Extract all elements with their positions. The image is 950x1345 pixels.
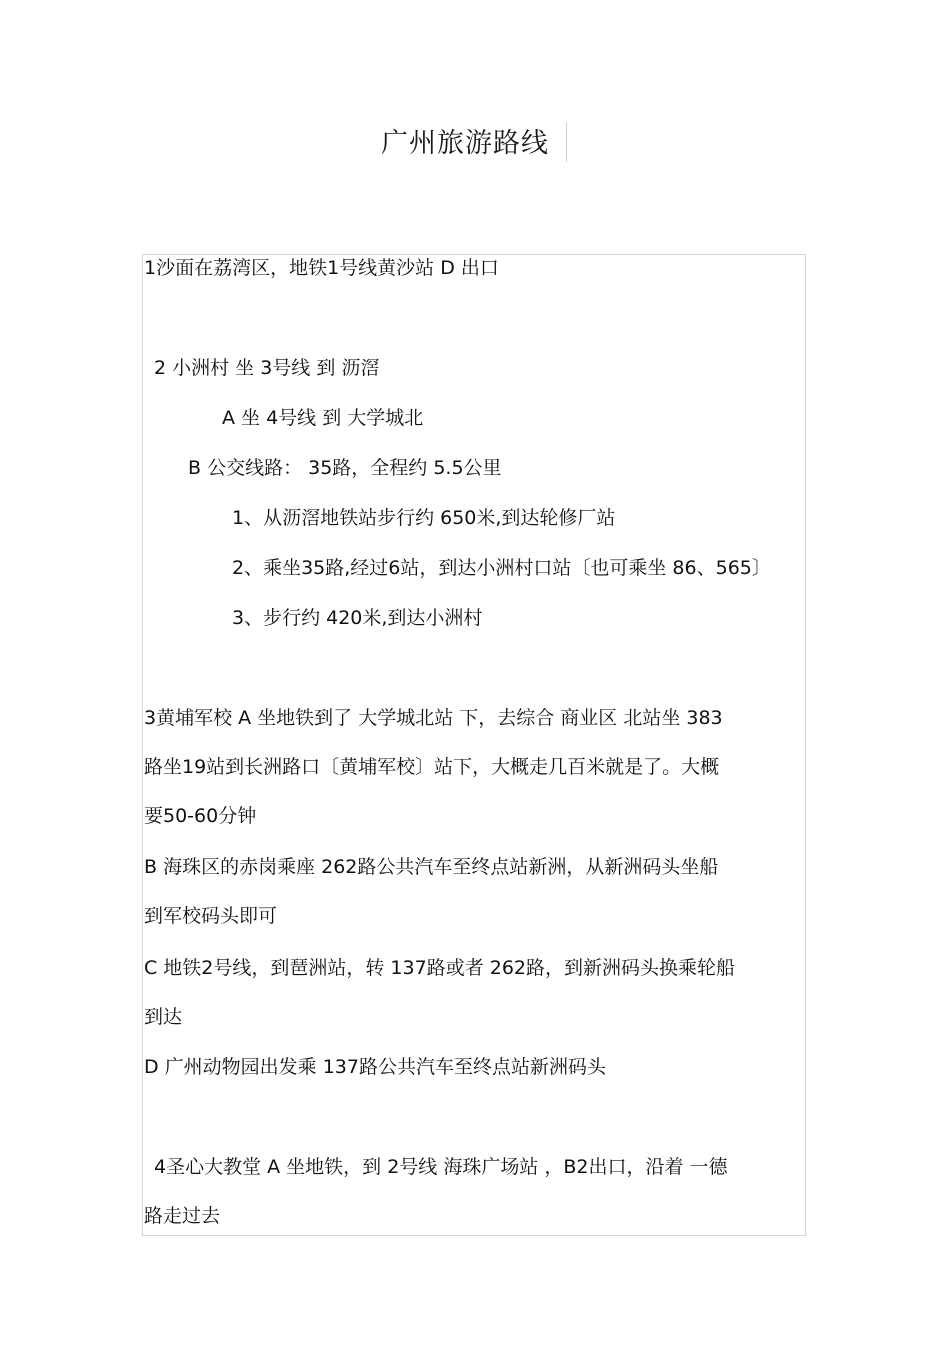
huangpu-option-c-2: 到达	[144, 1006, 183, 1028]
huangpu-option-c-1: C 地铁2号线，到琶洲站，转 137路或者 262路，到新洲码头换乘轮船	[144, 957, 736, 979]
huangpu-option-b-2: 到军校码头即可	[144, 905, 278, 927]
xiaozhou-heading: 2 小洲村 坐 3号线 到 沥滘	[154, 357, 380, 379]
content-box	[142, 254, 806, 1236]
huangpu-option-b-1: B 海珠区的赤岗乘座 262路公共汽车至终点站新洲，从新洲码头坐船	[144, 856, 719, 878]
cathedral-line-2: 路走过去	[144, 1205, 221, 1227]
huangpu-option-d: D 广州动物园出发乘 137路公共汽车至终点站新洲码头	[144, 1056, 606, 1078]
huangpu-line-2: 路坐19站到长洲路口〔黄埔军校〕站下，大概走几百米就是了。大概	[144, 756, 720, 778]
xiaozhou-option-a: A 坐 4号线 到 大学城北	[222, 407, 424, 429]
xiaozhou-option-b: B 公交线路： 35路，全程约 5.5公里	[188, 457, 502, 479]
xiaozhou-step-1: 1、从沥滘地铁站步行约 650米,到达轮修厂站	[232, 507, 616, 529]
xiaozhou-step-2: 2、乘坐35路,经过6站，到达小洲村口站〔也可乘坐 86、565〕	[232, 557, 771, 579]
huangpu-line-1: 3黄埔军校 A 坐地铁到了 大学城北站 下，去综合 商业区 北站坐 383	[144, 707, 723, 729]
title-divider	[566, 122, 567, 162]
huangpu-line-3: 要50-60分钟	[144, 805, 257, 827]
xiaozhou-step-3: 3、步行约 420米,到达小洲村	[232, 607, 483, 629]
document-title: 广州旅游路线	[381, 128, 549, 159]
cathedral-line-1: 4圣心大教堂 A 坐地铁，到 2号线 海珠广场站 ，B2出口，沿着 一德	[154, 1156, 728, 1178]
shamian-line: 1沙面在荔湾区，地铁1号线黄沙站 D 出口	[144, 257, 499, 279]
